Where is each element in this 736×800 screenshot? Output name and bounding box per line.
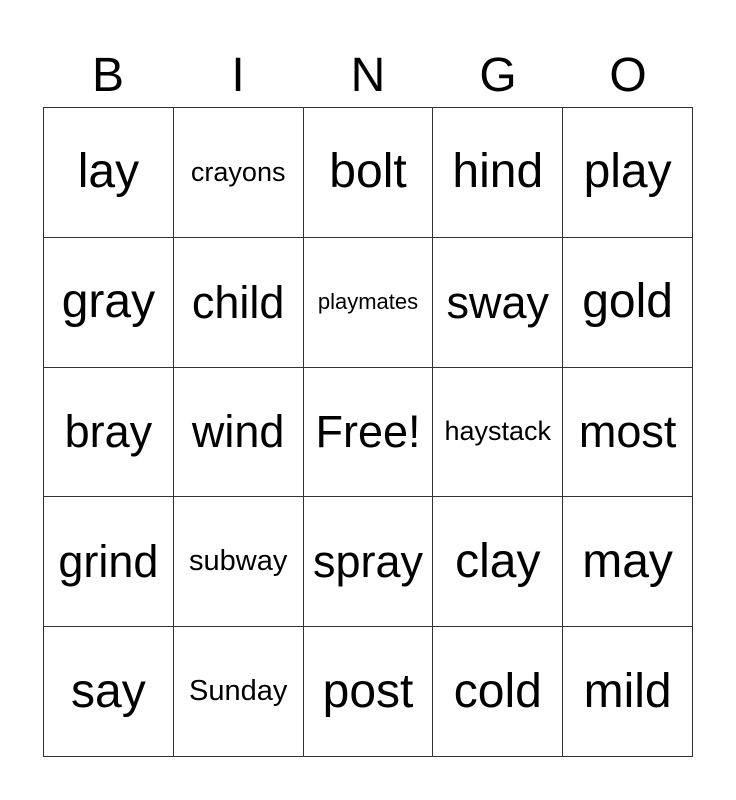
bingo-cell[interactable]: sway	[433, 238, 563, 368]
bingo-cell[interactable]: mild	[563, 627, 693, 757]
bingo-cell[interactable]: bray	[44, 368, 174, 498]
bingo-header	[43, 48, 693, 104]
bingo-cell[interactable]: hind	[433, 108, 563, 238]
bingo-cell[interactable]: gray	[44, 238, 174, 368]
bingo-cell[interactable]: most	[563, 368, 693, 498]
bingo-cell[interactable]: haystack	[433, 368, 563, 498]
bingo-cell[interactable]: spray	[304, 497, 434, 627]
bingo-cell[interactable]: playmates	[304, 238, 434, 368]
bingo-cell[interactable]: crayons	[174, 108, 304, 238]
bingo-cell[interactable]: child	[174, 238, 304, 368]
header-letter-g: G	[479, 49, 517, 102]
bingo-cell[interactable]: play	[563, 108, 693, 238]
bingo-cell[interactable]: bolt	[304, 108, 434, 238]
bingo-cell[interactable]: may	[563, 497, 693, 627]
bingo-cell[interactable]: say	[44, 627, 174, 757]
bingo-board	[43, 107, 693, 757]
bingo-cell[interactable]: post	[304, 627, 434, 757]
header-letter-o: O	[609, 49, 647, 102]
header-letter-n: N	[350, 49, 386, 102]
bingo-cell[interactable]: lay	[44, 108, 174, 238]
bingo-cell[interactable]: wind	[174, 368, 304, 498]
header-letter-b: B	[91, 49, 124, 102]
bingo-cell[interactable]: subway	[174, 497, 304, 627]
header-letter-i: I	[231, 49, 245, 102]
bingo-cell[interactable]: Sunday	[174, 627, 304, 757]
free-space-cell[interactable]: Free!	[304, 368, 434, 498]
bingo-cell[interactable]: clay	[433, 497, 563, 627]
bingo-cell[interactable]: gold	[563, 238, 693, 368]
bingo-cell[interactable]: cold	[433, 627, 563, 757]
bingo-cell[interactable]: grind	[44, 497, 174, 627]
